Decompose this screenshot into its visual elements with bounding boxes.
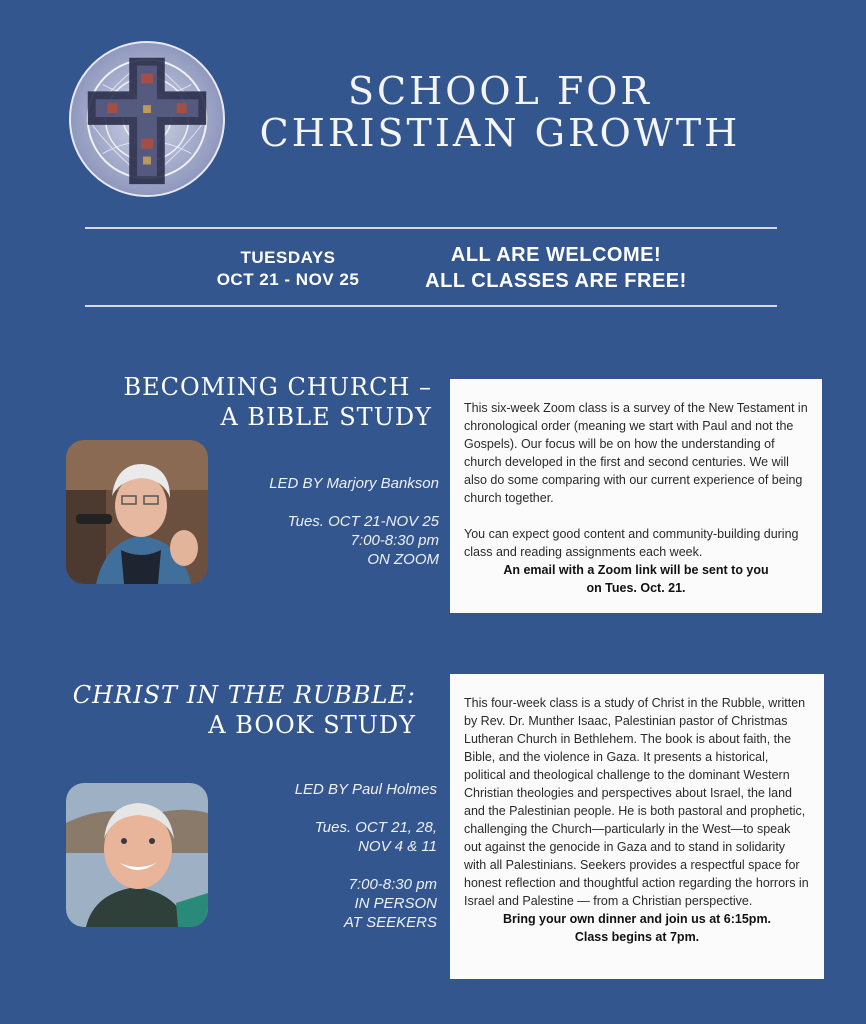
stained-glass-cross-icon	[68, 40, 226, 198]
course-2-note-line-2: Class begins at 7pm.	[574, 930, 700, 944]
course-1-description-box	[450, 379, 822, 613]
course-2-time-line: 7:00-8:30 pm	[348, 876, 437, 893]
course-1-time-line: Tues. OCT 21-NOV 25	[287, 513, 439, 530]
course-2-note-line-1: Bring your own dinner and join us at 6:15pm.	[502, 912, 772, 926]
welcome-line-1: ALL ARE WELCOME!	[450, 244, 662, 266]
course-1-note-line-1: An email with a Zoom link will be sent to you	[503, 563, 769, 577]
course-1-title-line-2: A BIBLE STUDY	[220, 403, 432, 431]
course-2-time-line: Tues. OCT 21, 28,	[314, 819, 437, 836]
schedule-text	[200, 247, 376, 291]
course-2-description-box	[450, 674, 824, 979]
leader-photo-paul	[66, 783, 208, 927]
course-1-info	[210, 474, 439, 569]
course-1-description: This six-week Zoom class is a survey of the New Testament in chronological order (meaning we start with Paul and not the Gospels). Our focus will be on how the understanding of church developed in the first and second centuries. We will also do some comparing with our current experience of being church together.	[464, 401, 808, 505]
course-2-info	[210, 780, 437, 932]
course-2-leader: LED BY Paul Holmes	[294, 781, 437, 798]
course-1-note-line-2: on Tues. Oct. 21.	[586, 581, 686, 595]
schedule-line-2: OCT 21 - NOV 25	[216, 270, 360, 289]
course-2-time-line: NOV 4 & 11	[358, 838, 437, 855]
page-title	[240, 70, 760, 154]
course-1-time-line: 7:00-8:30 pm	[350, 532, 439, 549]
divider-bottom	[85, 305, 777, 307]
course-2-title-line-2: A BOOK STUDY	[208, 711, 416, 739]
course-1-leader: LED BY Marjory Bankson	[269, 475, 439, 492]
course-1-title-line-1: BECOMING CHURCH –	[123, 373, 432, 401]
course-2-title-line-1: CHRIST IN THE RUBBLE:	[72, 681, 416, 709]
course-1-description-2: You can expect good content and community-building during class and reading assignments each week.	[464, 527, 799, 559]
course-2-time-line: IN PERSON	[354, 895, 437, 912]
leader-photo-marjory	[66, 440, 208, 584]
divider-top	[85, 227, 777, 229]
course-2-description: This four-week class is a study of Christ in the Rubble, written by Rev. Dr. Munther Isaac, Palestinian pastor of Christmas Lutheran Church in Bethlehem. The book is about faith, the Bible, and the violence in Gaza. It presents a historical, political and theological challenge to the dominant Western Christian theologies and perspectives about Israel, the land and the Palestinian people. He is both pastoral and prophetic, challenging the Church—particularly in the West—to speak out against the genocide in Gaza and to stand in solidarity with all Palestinians. Seekers provides a respectful space for honest reflection and thoughtful action regarding the horrors in Israel and Palestine — from a Christian perspective.	[464, 696, 809, 908]
course-2-time-line: AT SEEKERS	[343, 914, 437, 931]
title-line-1: SCHOOL FOR	[348, 69, 652, 113]
welcome-text	[400, 242, 712, 294]
schedule-line-1: TUESDAYS	[240, 248, 336, 267]
welcome-line-2: ALL CLASSES ARE FREE!	[425, 270, 687, 292]
course-1-title	[40, 372, 432, 432]
course-2-title	[20, 680, 416, 740]
course-1-time-line: ON ZOOM	[367, 551, 439, 568]
title-line-2: CHRISTIAN GROWTH	[259, 111, 741, 155]
